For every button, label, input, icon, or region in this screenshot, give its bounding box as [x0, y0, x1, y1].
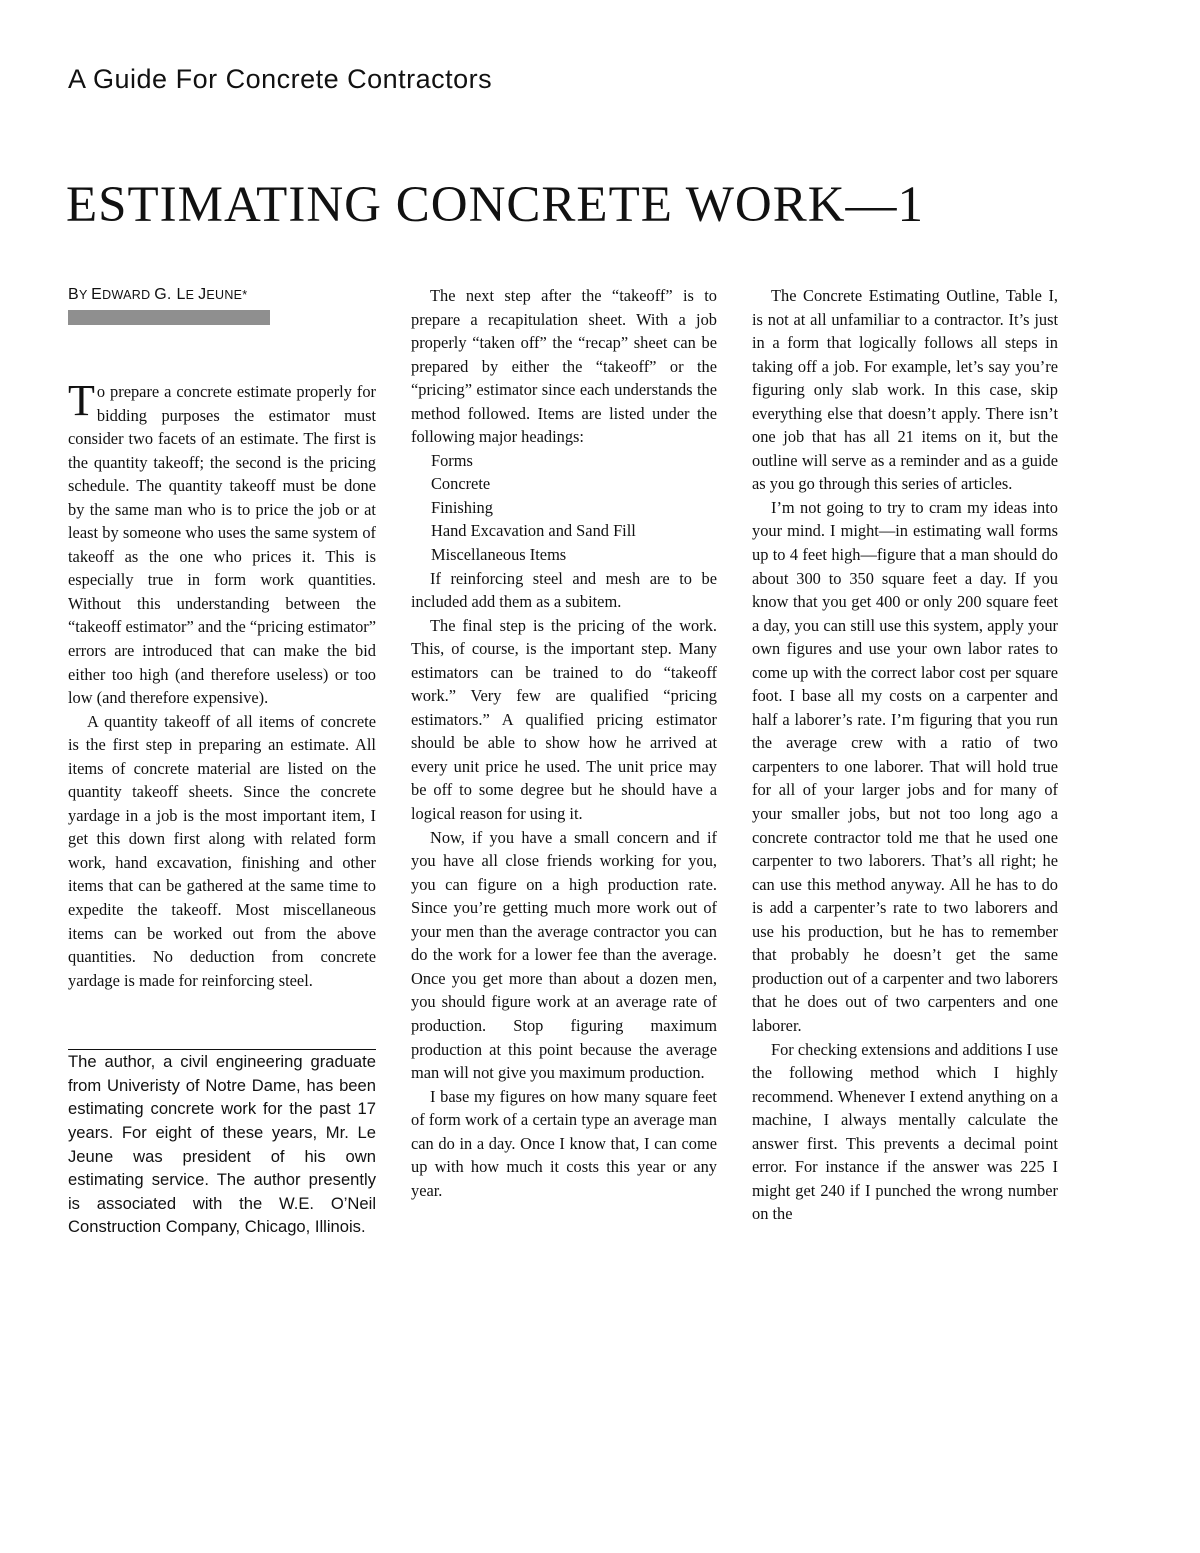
column-3	[752, 284, 1058, 1226]
col3-paragraph-1: The Concrete Estimating Outline, Table I, is not at all unfamiliar to a contractor. It’s just in a form that logically follows all steps in taking off a job. For example, let’s say you’re figuring only slab work. In this case, skip everything else that doesn’t apply. There isn’t one job that has all 21 items on it, but the outline will serve as a reminder and as a guide as you go through this series of articles.	[752, 286, 1058, 494]
col2-paragraph-4: Now, if you have a small concern and if you have all close friends working for you, you can figure on a high production rate. Since you’re getting much more work out of your men than the average contractor you can do the work for a lower fee than the average. Once you get more than about a dozen men, you should figure work at an average rate of production. Stop figuring maximum production at this point because the average man will not give you maximum production.	[411, 827, 717, 1083]
byline-last2-rest: EUNE*	[206, 288, 248, 302]
col2-paragraph-2: If reinforcing steel and mesh are to be included add them as a subitem.	[411, 568, 717, 612]
byline-bar	[68, 310, 270, 325]
col1-paragraph-2: A quantity takeoff of all items of concrete is the first step in preparing an estimate. All items of concrete material are listed on the quantity takeoff sheets. Since the concrete yardage in a job is the most important item, I get this down first along with related form work, hand excavation, finishing and other items that can be gathered at the same time to expedite the takeoff. Most miscellaneous items can be worked out from the above quantities. No deduction from concrete yardage is made for reinforcing steel.	[68, 711, 376, 990]
byline-first-initial: E	[91, 286, 103, 303]
column-2	[411, 284, 717, 1202]
byline-last1-initial: L	[176, 286, 186, 303]
col1-paragraph-1	[68, 376, 376, 710]
col3-paragraph-3: For checking extensions and additions I use the following method which I highly recommend. Whenever I extend anything on a machine, I always mentally calculate the answer first. This prevents a decimal point error. For instance if the answer was 225 I might get 240 if I punched the wrong number on the	[752, 1039, 1058, 1224]
col3-paragraph-2: I’m not going to try to cram my ideas into your mind. I might—in estimating wall forms up to 4 feet high—figure that a man should do about 300 to 350 square feet a day. If you know that you get 400 or only 200 square feet a day, you can still use this system, apply your own figures and use your own labor rates to come up with the correct labor cost per square foot. I base all my costs on a carpenter and half a laborer’s rate. I’m figuring that you run the average crew with a ratio of two carpenters to one laborer. That will hold true for all of your larger jobs and for many of your smaller jobs, but not too long ago a concrete contractor told me that he used one carpenter to two laborers. That’s all right; he can use this method anyway. All he has to do is add a carpenter’s rate to two laborers and use his production, but he has to remember that probably he doesn’t get the same production out of a carpenter and two laborers that he does out of two carpenters and one laborer.	[752, 497, 1058, 1035]
list-item: Forms	[431, 450, 473, 470]
col2-paragraph-5: I base my figures on how many square feet of form work of a certain type an average man can do in a day. Once I know that, I can come up with how much it costs this year or any year.	[411, 1086, 717, 1200]
col2-paragraph-1: The next step after the “takeoff” is to prepare a recapitulation sheet. With a job properly “taken off” the “recap” sheet can be prepared by either the “takeoff” or the “pricing” estimator since each understands the method followed. Items are listed under the following major headings:	[411, 286, 717, 447]
list-item: Miscellaneous Items	[431, 545, 567, 565]
column-1	[68, 284, 376, 1239]
col2-paragraph-3: The final step is the pricing of the work. This, of course, is the important step. Many estimators can be trained to do “takeoff work.” Very few are qualified “pricing estimators.” A qualified pricing estimator should be able to show how he arrived at every unit price he used. The unit price may be off to some degree but he should have a logical reason for using it.	[411, 615, 717, 824]
byline-first-rest: DWARD	[102, 288, 155, 302]
article-title: ESTIMATING CONCRETE WORK—1	[66, 177, 925, 233]
byline-by-rest: Y	[78, 288, 92, 302]
list-item: Hand Excavation and Sand Fill	[431, 521, 636, 541]
drop-cap: T	[68, 376, 95, 425]
author-footnote: The author, a civil engineering graduate from Univeristy of Notre Dame, has been estimating concrete work for the past 17 years. For eight of these years, Mr. Le Jeune was president of his own estimating service. The author presently is associated with the W.E. O’Neil Construction Company, Chicago, Illinois.	[68, 1052, 376, 1237]
byline	[68, 284, 376, 306]
byline-middle: G.	[154, 286, 177, 303]
list-item: Concrete	[431, 474, 491, 494]
major-headings-list	[411, 449, 717, 567]
list-item: Finishing	[431, 497, 493, 517]
byline-by-initial: B	[68, 286, 79, 303]
byline-last2-initial: J	[198, 286, 207, 303]
col1-paragraph-1-text: o prepare a concrete estimate properly for bidding purposes the estimator must consider two facets of an estimate. The first is the quantity takeoff; the second is the pricing schedule. The quantity takeoff must be done by the same man who is to price the job or at least by someone who uses the same system of takeoff as the one who prices it. This is especially true in form work quantities. Without this understanding between the “takeoff estimator” and the “pricing estimator” errors are introduced that can make the bid either too high (and therefore useless) or too low (and therefore expensive).	[68, 382, 376, 708]
byline-last1-rest: E	[185, 288, 199, 302]
series-heading: A Guide For Concrete Contractors	[68, 64, 493, 94]
